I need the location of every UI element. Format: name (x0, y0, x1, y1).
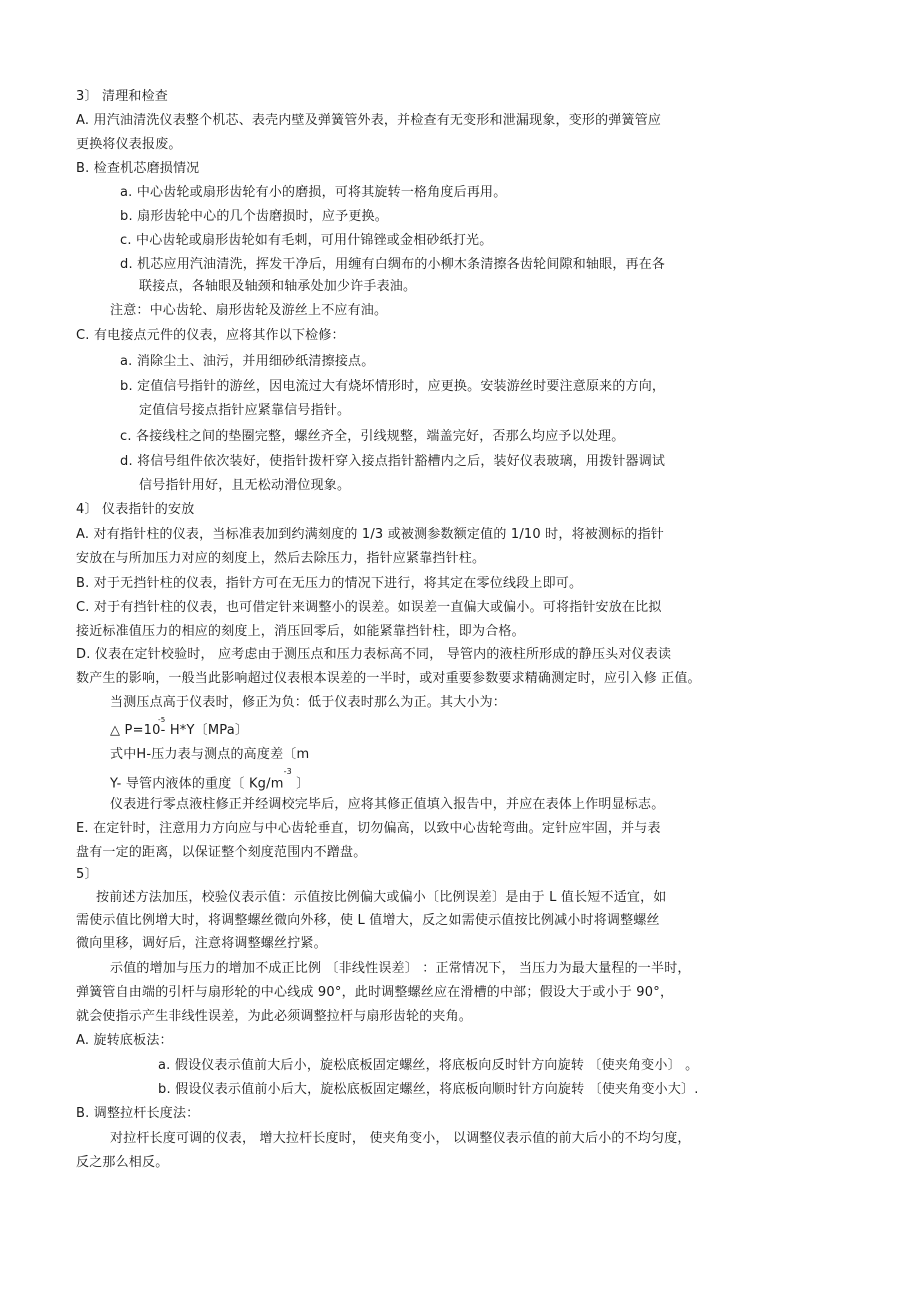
section-5-item-a-b: b. 假设仪表示值前小后大，旋松底板固定螺丝，将底板向顺时针方向旋转 〔使夹角变小大〕. (158, 1082, 699, 1097)
section-5-item-b-line-2: 反之那么相反。 (76, 1155, 169, 1170)
section-5-para-2-line-3: 就会使指示产生非线性误差，为此必须调整拉杆与扇形齿轮的夹角。 (76, 1009, 473, 1024)
formula-exponent: -5 (158, 716, 166, 724)
formula-y-suffix: 〕 (291, 776, 310, 792)
section-5-para-1-line-2: 需使示值比例增大时，将调整螺丝微向外移，使 L 值增大，反之如需使示值按比例减小时将调整螺丝 (76, 913, 660, 928)
section-3-item-c: C. 有电接点元件的仪表，应将其作以下检修： (76, 328, 345, 343)
section-3-item-c-a: a. 消除尘土、油污，并用细砂纸清擦接点。 (120, 354, 375, 369)
section-3-item-b-b: b. 扇形齿轮中心的几个齿磨损时，应予更换。 (120, 209, 388, 224)
section-3-item-b-d-line-2: 联接点，各轴眼及轴颈和轴承处加少许手表油。 (139, 279, 417, 294)
section-5-item-b: B. 调整拉杆长度法： (76, 1106, 200, 1121)
section-5-item-a: A. 旋转底板法： (76, 1033, 173, 1048)
section-4-correction-note: 仪表进行零点液柱修正并经调校完毕后，应将其修正值填入报告中，并应在表体上作明显标志。 (110, 797, 665, 812)
section-3-item-c-b-line-1: b. 定值信号指针的游丝，因电流过大有烧坏情形时，应更换。安装游丝时要注意原来的方向， (120, 379, 666, 394)
section-5-para-2-line-1: 示值的增加与压力的增加不成正比例 〔非线性误差〕 ：正常情况下， 当压力为最大量程的一半时， (110, 961, 691, 976)
section-3-item-a-line-2: 更换将仪表报废。 (76, 137, 182, 152)
section-4-item-c-line-2: 接近标准值压力的相应的刻度上，消压回零后，如能紧靠挡针柱，即为合格。 (76, 624, 525, 639)
section-4-item-d-line-2: 数产生的影响，一般当此影响超过仪表根本误差的一半时，或对重要参数要求精确测定时，应引入修 正值。 (76, 671, 701, 686)
section-3-item-c-c: c. 各接线柱之间的垫圈完整，螺丝齐全，引线规整，端盖完好，否那么均应予以处理。 (120, 429, 625, 444)
section-3-item-c-b-line-2: 定值信号接点指针应紧靠信号指针。 (139, 403, 351, 418)
formula-suffix: - H*Y〔MPa〕 (160, 723, 249, 738)
section-4-item-e-line-2: 盘有一定的距离，以保证整个刻度范围内不蹭盘。 (76, 845, 367, 860)
section-5-para-1-line-1: 按前述方法加压，校验仪表示值：示值按比例偏大或偏小〔比例误差〕是由于 L 值长短不适宜，如 (96, 890, 667, 905)
section-4-item-d-line-3: 当测压点高于仪表时，修正为负：低于仪表时那么为正。其大小为： (110, 695, 507, 710)
formula-prefix: △ P=10 (110, 723, 161, 738)
section-3-item-b-c: c. 中心齿轮或扇形齿轮如有毛刺，可用什锦锉或金相砂纸打光。 (120, 233, 493, 248)
section-3-heading: 3〕 清理和检查 (76, 89, 169, 104)
section-5-item-a-a: a. 假设仪表示值前大后小，旋松底板固定螺丝，将底板向反时针方向旋转 〔使夹角变小〕 。 (158, 1058, 699, 1073)
section-4-item-c-line-1: C. 对于有挡针柱的仪表，也可借定针来调整小的误差。如误差一直偏大或偏小。可将指针安放在比拟 (76, 600, 662, 615)
section-4-item-a-line-2: 安放在与所加压力对应的刻度上，然后去除压力，指针应紧靠挡针柱。 (76, 551, 486, 566)
section-5-item-b-line-1: 对拉杆长度可调的仪表， 增大拉杆长度时， 使夹角变小， 以调整仪表示值的前大后小的不均匀度， (110, 1131, 691, 1146)
section-5-para-1-line-3: 微向里移，调好后，注意将调整螺丝拧紧。 (76, 936, 327, 951)
formula-line (110, 722, 248, 740)
formula-y-definition (110, 767, 310, 793)
section-3-note: 注意：中心齿轮、扇形齿轮及游丝上不应有油。 (110, 303, 388, 318)
section-3-item-c-d-line-2: 信号指针用好，且无松动滑位现象。 (139, 478, 351, 493)
section-4-item-e-line-1: E. 在定针时，注意用力方向应与中心齿轮垂直，切勿偏高，以致中心齿轮弯曲。定针应牢固，并与表 (76, 821, 661, 836)
formula-y-exponent: -3 (283, 767, 292, 776)
section-3-item-b: B. 检查机芯磨损情况 (76, 161, 200, 176)
section-4-item-b: B. 对于无挡针柱的仪表，指针方可在无压力的情况下进行，将其定在零位线段上即可。 (76, 576, 583, 591)
section-3-item-b-a: a. 中心齿轮或扇形齿轮有小的磨损，可将其旋转一格角度后再用。 (120, 185, 507, 200)
formula-h-definition: 式中H-压力表与测点的高度差〔m (110, 747, 310, 762)
section-4-heading: 4〕 仪表指针的安放 (76, 502, 195, 517)
formula-y-prefix: Y- 导管内液体的重度〔 Kg/m (110, 776, 284, 792)
section-3-item-b-d-line-1: d. 机芯应用汽油清洗，挥发干净后，用缠有白绸布的小柳木条清擦各齿轮间隙和轴眼，再在各 (120, 257, 666, 272)
section-4-item-a-line-1: A. 对有指针柱的仪表，当标准表加到约满刻度的 1/3 或被测参数额定值的 1/10 时，将被测标的指针 (76, 527, 664, 542)
section-3-item-c-d-line-1: d. 将信号组件依次装好，使指针拨杆穿入接点指针豁槽内之后，装好仪表玻璃，用拨针器调试 (120, 454, 666, 469)
section-3-item-a-line-1: A. 用汽油清洗仪表整个机芯、表壳内壁及弹簧管外表，并检查有无变形和泄漏现象，变形的弹簧管应 (76, 113, 662, 128)
section-5-heading: 5〕 (76, 867, 98, 882)
section-4-item-d-line-1: D. 仪表在定针校验时， 应考虑由于测压点和压力表标高不同， 导管内的液柱所形成的静压头对仪表读 (76, 647, 672, 662)
section-5-para-2-line-2: 弹簧管自由端的引杆与扇形轮的中心线成 90°，此时调整螺丝应在滑槽的中部；假设大于或小于 90°， (76, 985, 674, 1000)
